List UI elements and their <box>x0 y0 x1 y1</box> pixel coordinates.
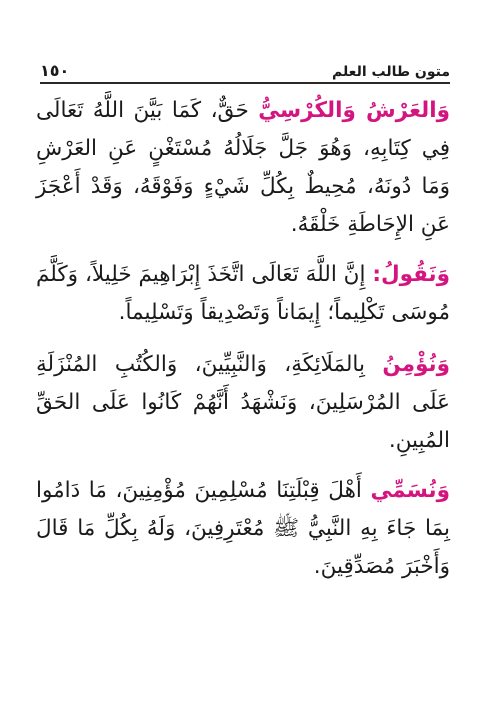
page-body <box>36 92 450 598</box>
paragraph-keyword: وَنَقُولُ: <box>372 262 450 287</box>
paragraph-text: إِنَّ اللَّهَ تَعَالَى اتَّخَذَ إِبْرَاهِيمَ خَلِيلاً، وَكَلَّمَ مُوسَى تَكْلِيماً؛ إِيمَاناً وَتَصْدِيقاً وَتَسْلِيماً. <box>36 262 450 325</box>
paragraph-keyword: وَالعَرْشُ وَالكُرْسِيُّ <box>258 98 450 123</box>
page-number: ١٥٠ <box>40 61 70 80</box>
paragraph-angels <box>36 346 450 460</box>
page-header <box>40 58 450 80</box>
paragraph-keyword: وَنُسَمِّي <box>370 478 450 503</box>
paragraph-ibrahim <box>36 256 450 332</box>
paragraph-text: بِالمَلَائِكَةِ، وَالنَّبِيِّينَ، وَالكُتُبِ المُنْزَلَةِ عَلَى المُرْسَلِينَ، وَنَشْهَدُ أَنَّهُمْ كَانُوا عَلَى الحَقِّ المُبِينِ. <box>36 352 450 453</box>
paragraph-text: أَهْلَ قِبْلَتِنَا مُسْلِمِينَ مُؤْمِنِينَ، مَا دَامُوا بِمَا جَاءَ بِهِ النَّبِيُّ ﷺ مُعْتَرِفِينَ، وَلَهُ بِكُلِّ مَا قَالَ وَأَخْبَرَ مُصَدِّقِينَ. <box>36 478 450 579</box>
book-title: متون طالب العلم <box>331 64 450 80</box>
header-divider <box>40 82 450 84</box>
paragraph-keyword: وَنُؤْمِنُ <box>382 352 450 377</box>
paragraph-text: حَقٌّ، كَمَا بَيَّنَ اللَّهُ تَعَالَى فِي كِتَابِهِ، وَهُوَ جَلَّ جَلَالُهُ مُسْتَغْنٍ عَنِ العَرْشِ وَمَا دُونَهُ، مُحِيطٌ بِكُلِّ شَيْءٍ وَفَوْقَهُ، وَقَدْ أَعْجَزَ عَنِ الإِحَاطَةِ خَلْقَهُ. <box>36 98 450 237</box>
paragraph-qibla <box>36 472 450 586</box>
paragraph-throne <box>36 92 450 244</box>
